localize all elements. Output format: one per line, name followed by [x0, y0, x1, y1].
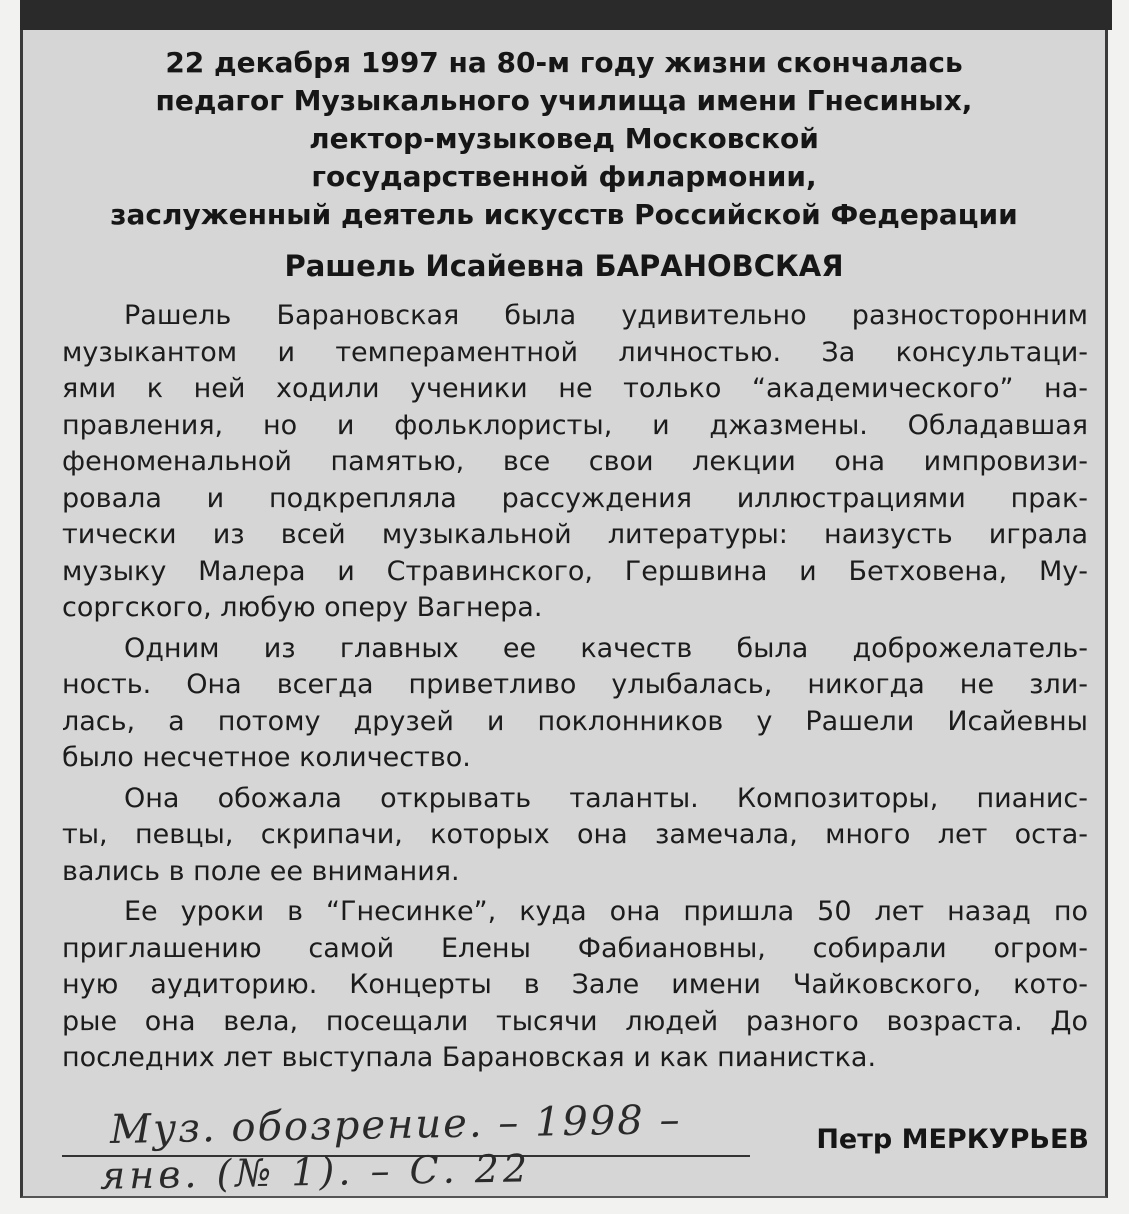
text-line: Она обожала открывать таланты. Композиторы, пианис-: [124, 782, 1088, 814]
deceased-name: Рашель Исайевна БАРАНОВСКАЯ: [284, 249, 844, 283]
paragraph-4: [62, 894, 1088, 1077]
headline-line: заслуженный деятель искусств Российской Федерации: [110, 198, 1018, 231]
text-line: соргского, любую оперу Вагнера.: [62, 592, 543, 623]
headline-line: педагог Музыкального училища имени Гнесиных,: [155, 84, 973, 117]
text-line: правления, но и фольклористы, и джазмены. Обладавшая: [62, 409, 1088, 441]
text-line: Ее уроки в “Гнесинке”, куда она пришла 50 лет назад по: [124, 896, 1088, 927]
top-dark-strip: [20, 0, 1112, 30]
text-line: ную аудиторию. Концерты в Зале имени Чайковского, кото-: [62, 969, 1088, 1000]
text-line: музыку Малера и Стравинского, Гершвина и Бетховена, Му-: [62, 555, 1088, 587]
text-line: ровала и подкрепляла рассуждения иллюстрациями прак-: [62, 482, 1088, 514]
headline-line: лектор-музыковед Московской: [309, 122, 819, 155]
author-signature: Петр МЕРКУРЬЕВ: [816, 1124, 1089, 1155]
text-line: лась, а потому друзей и поклонников у Рашели Исайевны: [62, 705, 1088, 737]
text-line: Одним из главных ее качеств была доброжелатель-: [124, 632, 1088, 664]
text-line: ность. Она всегда приветливо улыбалась, никогда не зли-: [62, 669, 1088, 700]
handwritten-source-note: янв. (№ 1). – С. 22: [99, 1146, 532, 1198]
text-line: рые она вела, посещали тысячи людей разного возраста. До: [62, 1005, 1088, 1037]
text-line: Рашель Барановская была удивительно разносторонним: [124, 300, 1088, 331]
paragraph-2: [62, 631, 1088, 777]
text-line: ями к ней ходили ученики не только “академического” на-: [62, 373, 1088, 404]
article-body: [62, 298, 1088, 1081]
text-line: было несчетное количество.: [62, 742, 471, 773]
text-line: музыкантом и темпераментной личностью. За консультаци-: [62, 336, 1088, 368]
paragraph-3: [62, 781, 1088, 891]
headline-line: 22 декабря 1997 на 80-м году жизни скончалась: [165, 46, 963, 79]
paragraph-1: [62, 298, 1088, 627]
handwritten-source-note: Муз. обозрение. – 1998 –: [109, 1097, 682, 1153]
text-line: последних лет выступала Барановская и как пианистка.: [62, 1042, 877, 1073]
text-line: феноменальной памятью, все свои лекции она импровизи-: [62, 446, 1088, 477]
text-line: приглашению самой Елены Фабиановны, собирали огром-: [62, 932, 1088, 964]
obituary-headline: [22, 44, 1106, 234]
headline-line: государственной филармонии,: [311, 160, 817, 193]
text-line: ты, певцы, скрипачи, которых она замечала, много лет оста-: [62, 819, 1088, 850]
text-line: тически из всей музыкальной литературы: наизусть играла: [62, 519, 1088, 550]
text-line: вались в поле ее внимания.: [62, 855, 460, 887]
